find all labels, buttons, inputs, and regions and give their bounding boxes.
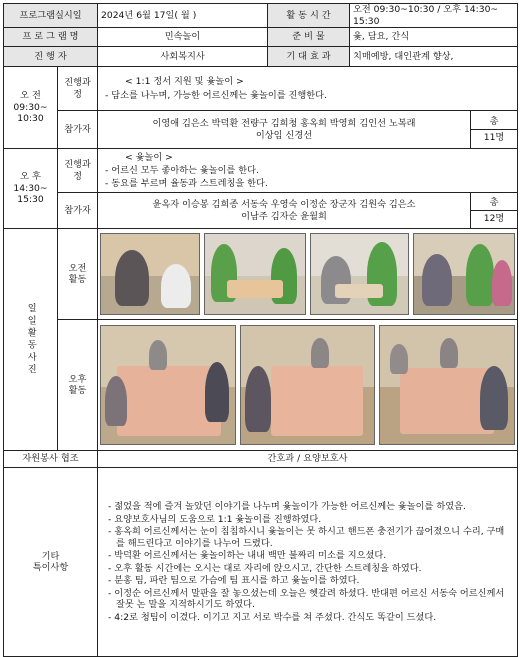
- morning-time-start: 09:30~: [13, 101, 48, 113]
- afternoon-process-title: < 윷놀이 >: [125, 151, 173, 163]
- photos-morning-cell: [98, 229, 518, 320]
- afternoon-process-content: [98, 149, 518, 193]
- photos-section-label: 일일활동사진: [25, 302, 37, 377]
- morning-process-label: 진행과정: [58, 67, 98, 111]
- notes-item: - 홍옥희 어르신께서는 눈이 침침하시니 윷놀이는 못 하시고 핸드폰 충전기가 끊어졌으니 수리, 구매를 해드린다고 이야기를 나누어 드렸다.: [108, 526, 505, 549]
- effect-label: 기 대 효 과: [268, 47, 350, 67]
- morning-participants-line1: 이영애 김은소 박덕환 전량구 김희청 홍옥희 박영희 김인선 노복래: [152, 118, 416, 129]
- notes-item: - 젊었을 적에 즐겨 놀았던 이야기를 나누며 윷놀이가 가능한 어르신께는 윷놀이를 하였음.: [108, 501, 466, 512]
- afternoon-process-item: - 어르신 모두 좋아하는 윷놀이를 한다.: [105, 165, 259, 177]
- photos-afternoon-label: 오후활동: [68, 373, 87, 396]
- afternoon-time-start: 14:30~: [13, 182, 48, 194]
- afternoon-process-item: - 동요를 부르며 율동과 스트레칭을 한다.: [105, 177, 268, 189]
- row-date: [4, 4, 518, 28]
- photos-afternoon-label-cell: [58, 320, 98, 451]
- row-afternoon-participants: [4, 193, 518, 229]
- photos-afternoon-cell: [98, 320, 518, 451]
- row-volunteer: [4, 451, 518, 468]
- afternoon-participants-line2: 이남주 김자순 윤월희: [241, 210, 327, 222]
- program-value: 민속놀이: [98, 28, 268, 47]
- date-value: 2024년 6월 17일( 월 ): [98, 4, 268, 28]
- morning-total-label: 총: [471, 114, 517, 131]
- row-photos-morning: [4, 229, 518, 320]
- photos-section-label-cell: [4, 229, 58, 451]
- effect-value: 치매예방, 대인관계 향상,: [350, 47, 518, 67]
- notes-item: - 오후 활동 시간에는 오시는 대로 자리에 앉으시고, 간단한 스트레칭을 하였다.: [108, 562, 422, 574]
- leader-label: 진 행 자: [4, 47, 98, 67]
- notes-item: - 4:2로 청팀이 이겼다. 이기고 지고 서로 박수를 쳐 주셨다. 간식도 똑같이 드셨다.: [108, 611, 437, 623]
- afternoon-label: 오 후: [20, 171, 41, 183]
- volunteer-label: 자원봉사 협조: [4, 451, 98, 468]
- afternoon-process-label: 진행과정: [58, 149, 98, 193]
- afternoon-participants: [98, 193, 471, 229]
- morning-label-cell: [4, 67, 58, 149]
- row-program: [4, 28, 518, 47]
- morning-participants-line2: 이상임 신경선: [255, 129, 313, 141]
- program-label: 프 로 그 램 명: [4, 28, 98, 47]
- notes-label-line2: 특이사항: [32, 562, 69, 573]
- row-photos-afternoon: [4, 320, 518, 451]
- notes-content: [98, 468, 518, 657]
- volunteer-value: 간호과 / 요양보호사: [98, 451, 518, 468]
- leader-value: 사회복지사: [98, 47, 268, 67]
- notes-item: - 요양보호사님의 도움으로 1:1 윷놀이를 진행하였다.: [108, 513, 322, 525]
- morning-process-item: - 담소를 나누며, 가능한 어르신께는 윷놀이를 진행한다.: [105, 89, 327, 101]
- row-notes: [4, 468, 518, 657]
- afternoon-label-cell: [4, 149, 58, 229]
- notes-label-cell: [4, 468, 98, 657]
- morning-total-cell: [471, 111, 518, 149]
- notes-item: - 박덕환 어르신께서는 윷놀이하는 내내 백만 불짜리 미소를 지으셨다.: [108, 550, 387, 561]
- time-value: 오전 09:30~10:30 / 오후 14:30~ 15:30: [350, 4, 518, 28]
- notes-item: - 이정순 어르신께서 말판을 잘 놓으셨는데 오늘은 헷갈려 하셨다. 반대편 어르신 서동숙 어르신께서 잘못 논 말을 지적하시기도 하였다.: [108, 587, 505, 610]
- row-afternoon-process: [4, 149, 518, 193]
- afternoon-total-label: 총: [471, 195, 517, 212]
- prep-value: 윷, 담요, 간식: [350, 28, 518, 47]
- activity-report-sheet: [3, 3, 517, 634]
- afternoon-photo-2: [240, 325, 376, 445]
- morning-photo-2: [204, 233, 306, 315]
- afternoon-participants-label: 참가자: [58, 193, 98, 229]
- afternoon-time-end: 15:30: [17, 194, 44, 206]
- row-leader: [4, 47, 518, 67]
- date-label: 프로그램실시일: [4, 4, 98, 28]
- afternoon-total-cell: [471, 193, 518, 229]
- morning-process-title: < 1:1 정서 지원 및 윷놀이 >: [125, 76, 244, 87]
- afternoon-photo-strip: [100, 323, 515, 447]
- photos-morning-label-cell: [58, 229, 98, 320]
- notes-label-line1: 기타: [41, 550, 60, 562]
- morning-participants-label: 참가자: [58, 111, 98, 149]
- morning-photo-3: [310, 233, 410, 315]
- morning-photo-1: [100, 233, 200, 315]
- morning-label: 오 전: [20, 90, 41, 102]
- activity-log-table: [3, 3, 518, 657]
- afternoon-participants-line1: 윤옥자 이승봉 김희종 서동숙 우영숙 이정순 장군자 김원숙 김은소: [152, 199, 416, 210]
- afternoon-photo-3: [379, 325, 515, 445]
- time-label: 활 동 시 간: [268, 4, 350, 28]
- morning-process-content: [98, 67, 518, 111]
- morning-photo-strip: [100, 231, 515, 317]
- morning-photo-4: [413, 233, 515, 315]
- notes-item: - 분홍 팀, 파란 팀으로 가슴에 팀 표시를 하고 윷놀이를 하였다.: [108, 575, 360, 586]
- row-morning-participants: [4, 111, 518, 149]
- afternoon-photo-1: [100, 325, 236, 445]
- morning-time-end: 10:30: [17, 113, 44, 125]
- afternoon-total-value: 12명: [483, 213, 505, 224]
- morning-total-value: 11명: [483, 132, 505, 143]
- morning-participants: [98, 111, 471, 149]
- prep-label: 준 비 물: [268, 28, 350, 47]
- row-morning-process: [4, 67, 518, 111]
- photos-morning-label: 오전활동: [68, 262, 87, 285]
